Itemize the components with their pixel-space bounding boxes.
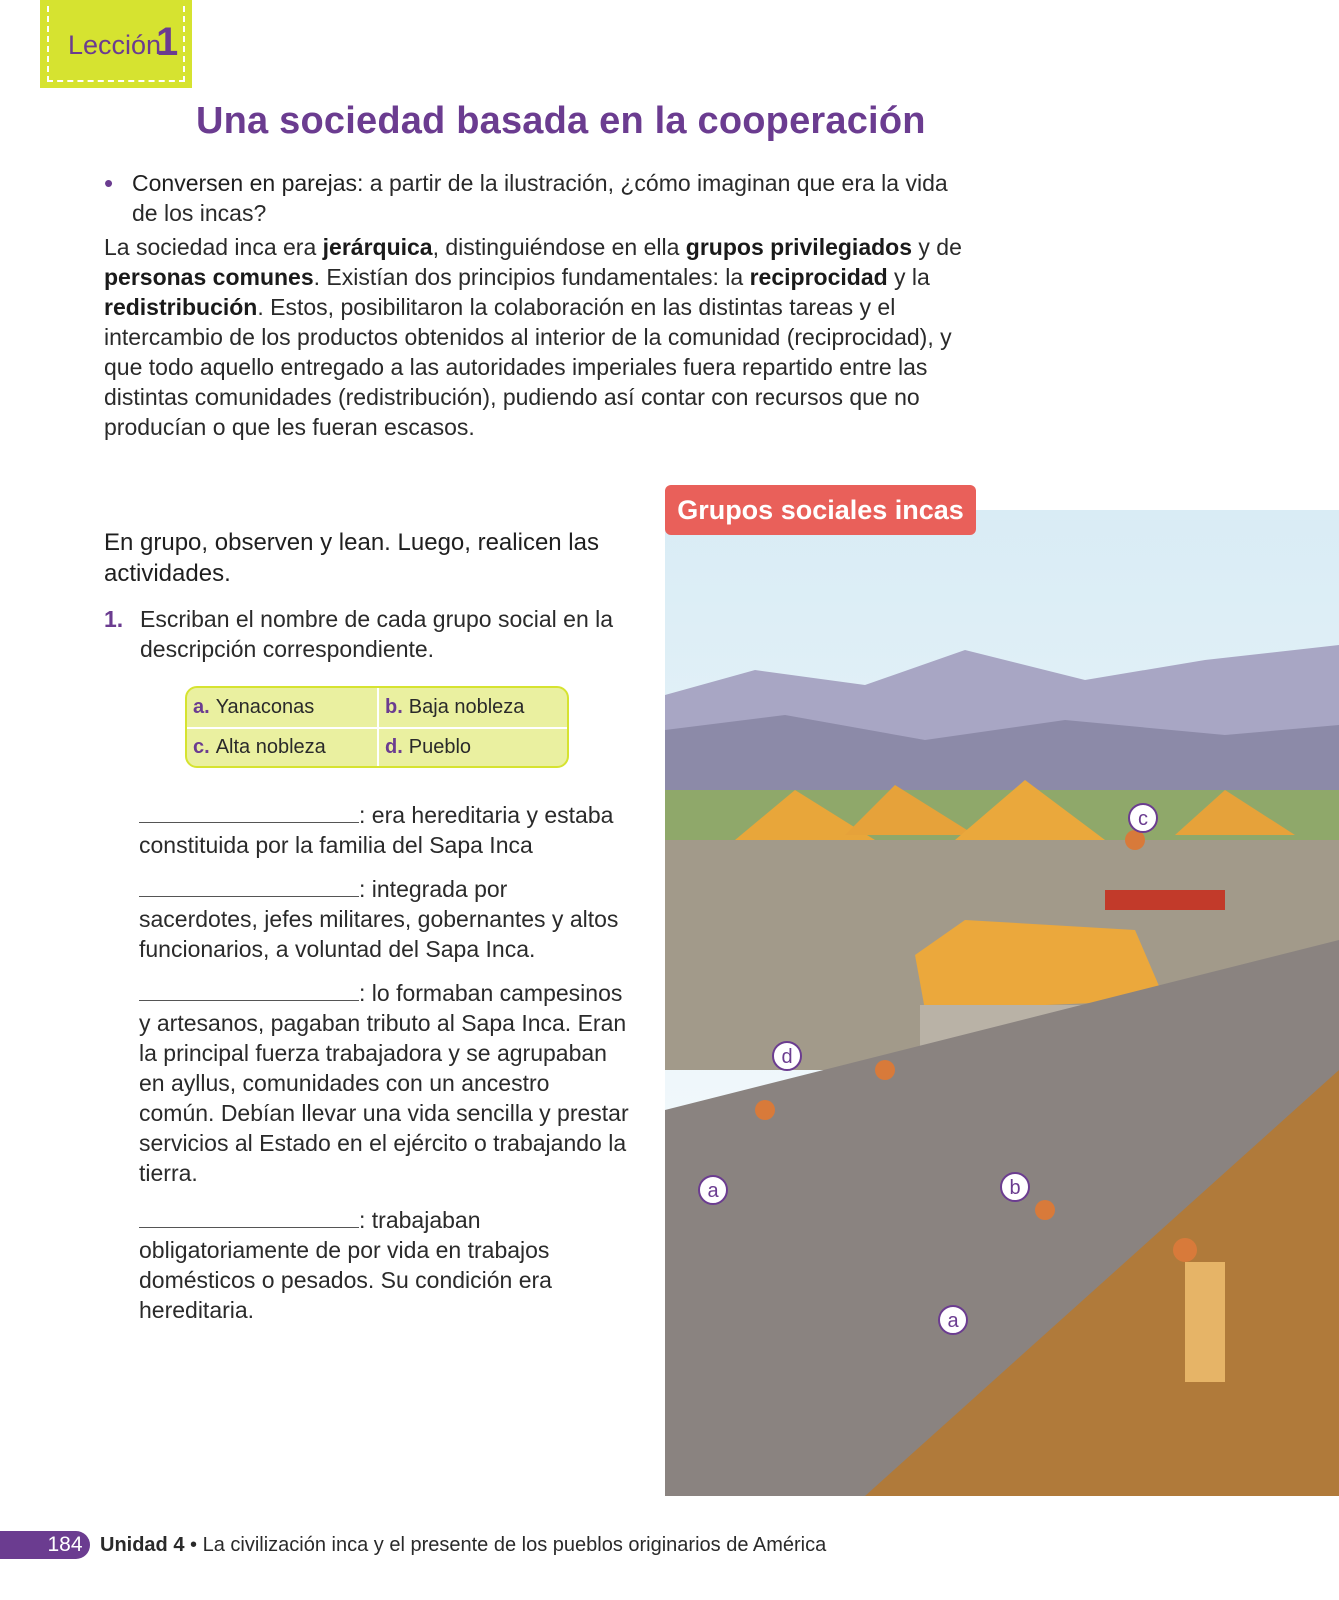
figure (755, 1100, 775, 1120)
option-letter: c. (193, 736, 210, 758)
para-text: La sociedad inca era (104, 234, 323, 260)
village-scene (665, 510, 1339, 1496)
description-text: : trabajaban obligatoriamente de por vida en trabajos domésticos o pesados. Su condición era hereditaria. (139, 1207, 552, 1323)
description-3 (139, 978, 629, 1188)
group-instruction: En grupo, observen y lean. Luego, realicen las actividades. (104, 529, 599, 587)
para-bold: grupos privilegiados (685, 234, 913, 260)
marker-label: a (707, 1180, 719, 1202)
para-text: . Estos, posibilitaron la colaboración en las distintas tareas y el intercambio de los productos obtenidos al interior de la comunidad (reciprocidad), y que todo aquello entregado a las autoridades imperiales fuera repartido entre las distintas comunidades (redistribución), pudiendo así contar con recursos que no producían o que les fueran escasos. (104, 294, 952, 440)
description-text: : era hereditaria y estaba constituida por la familia del Sapa Inca (139, 802, 614, 858)
inca-village-illustration (665, 510, 1339, 1496)
option-letter: a. (193, 696, 210, 718)
marker-a (699, 1176, 727, 1204)
figure (1125, 830, 1145, 850)
option-a (187, 688, 379, 728)
footer-caption (100, 1532, 826, 1558)
marker-a (939, 1306, 967, 1334)
description-text: : lo formaban campesinos y artesanos, pagaban tributo al Sapa Inca. Eran la principal fuerza trabajadora y se agrupaban en ayllus, comunidades con un ancestro común. Debían llevar una vida sencilla y prestar servicios al Estado en el ejército o trabajando la tierra. (139, 980, 629, 1186)
royal-litter (1105, 890, 1225, 910)
description-1 (139, 800, 629, 860)
answer-blank[interactable] (139, 803, 359, 823)
illustration-tag: Grupos sociales incas (665, 485, 976, 535)
marker-label: c (1138, 808, 1148, 830)
figure-body (1185, 1262, 1225, 1382)
para-text: y de (912, 234, 962, 260)
option-label: Alta nobleza (215, 736, 326, 758)
page-number: 184 (47, 1533, 83, 1556)
intro-paragraph (104, 232, 974, 442)
option-c (187, 728, 379, 768)
figure (875, 1060, 895, 1080)
option-d (379, 728, 569, 768)
option-label: Pueblo (408, 736, 472, 758)
para-bold: redistribución (104, 294, 258, 320)
para-bold: jerárquica (322, 234, 433, 260)
marker-label: b (1009, 1177, 1021, 1199)
answer-blank[interactable] (139, 981, 359, 1001)
description-4 (139, 1205, 629, 1325)
activity-1 (104, 604, 624, 664)
page-title: Una sociedad basada en la cooperación (196, 100, 926, 142)
bullet-icon: • (104, 168, 114, 198)
footer-separator: • (184, 1534, 203, 1556)
figure (1035, 1200, 1055, 1220)
marker-label: a (947, 1310, 959, 1332)
option-b (379, 688, 569, 728)
unit-label: Unidad 4 (100, 1534, 185, 1556)
description-2 (139, 874, 629, 964)
activity-text: Escriban el nombre de cada grupo social en la descripción correspondiente. (140, 606, 614, 662)
para-bold: reciprocidad (749, 264, 888, 290)
answer-blank[interactable] (139, 1208, 359, 1228)
discussion-prompt (104, 168, 974, 228)
para-bold: personas comunes (104, 264, 314, 290)
option-label: Yanaconas (215, 696, 315, 718)
para-text: y la (887, 264, 930, 290)
intro-section (104, 168, 974, 442)
para-text: , distinguiéndose en ella (432, 234, 686, 260)
marker-b (1001, 1173, 1029, 1201)
description-text: : integrada por sacerdotes, jefes militares, gobernantes y altos funcionarios, a voluntad del Sapa Inca. (139, 876, 619, 962)
lesson-number: 1 (156, 20, 179, 64)
para-text: . Existían dos principios fundamentales: la (313, 264, 750, 290)
lesson-label: Lección (68, 30, 162, 60)
options-table (185, 686, 569, 768)
option-letter: d. (385, 736, 403, 758)
figure (1173, 1238, 1197, 1262)
prompt-text: a partir de la ilustración, ¿cómo imaginan que era la vida de los incas? (132, 170, 948, 226)
option-letter: b. (385, 696, 403, 718)
marker-c (1129, 804, 1157, 832)
answer-blank[interactable] (139, 877, 359, 897)
marker-label: d (781, 1046, 793, 1068)
activity-number: 1. (104, 606, 124, 632)
lesson-tab (40, 0, 192, 88)
marker-d (773, 1042, 801, 1070)
unit-subtitle: La civilización inca y el presente de los pueblos originarios de América (202, 1534, 827, 1556)
prompt-lead: Conversen en parejas: (132, 170, 364, 196)
option-label: Baja nobleza (408, 696, 525, 718)
